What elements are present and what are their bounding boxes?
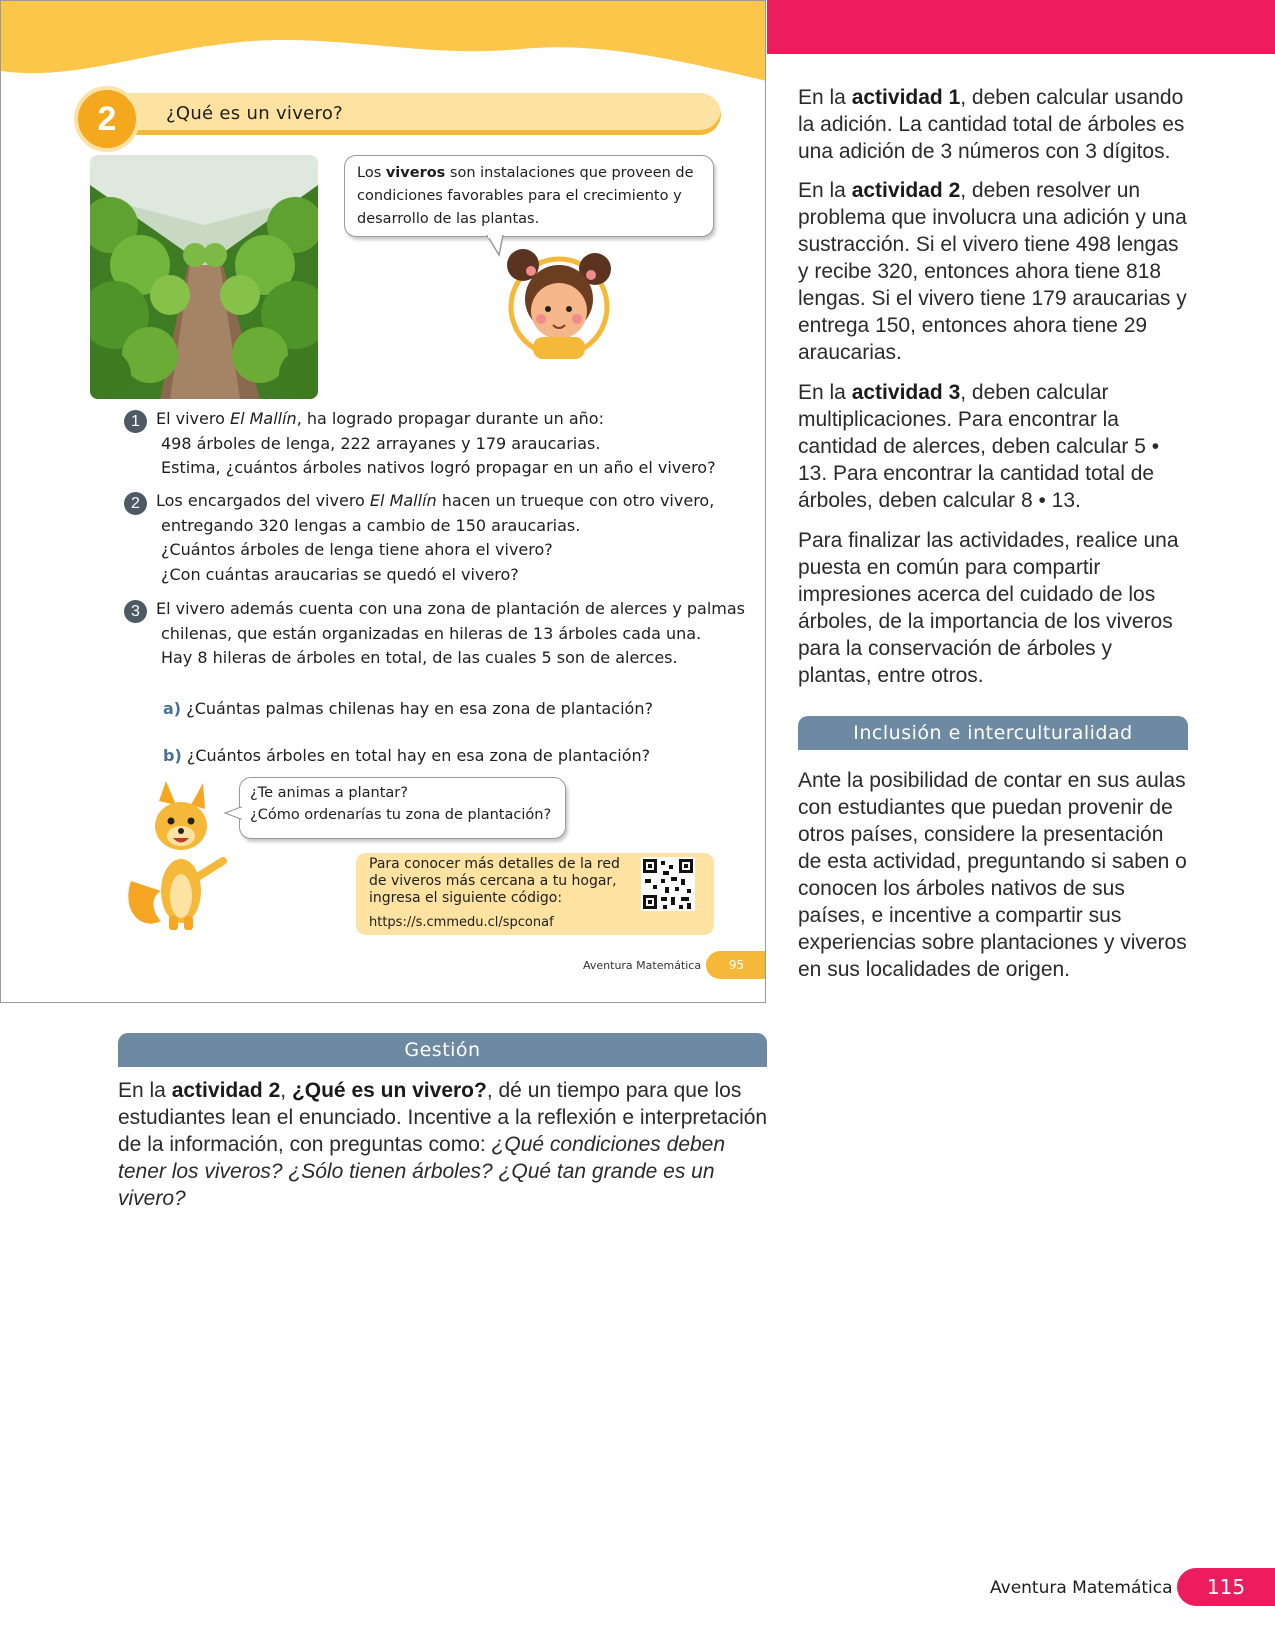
question-1: El vivero El Mallín, ha logrado propagar durante un año: 498 árboles de lenga, 222 arrayanes y 179 araucarias. Estima, ¿cuántos árboles nativos logró propagar en un año el vivero? bbox=[156, 409, 716, 477]
question-3: El vivero además cuenta con una zona de plantación de alerces y palmas chilenas, que están organizadas en hileras de 13 árboles cada una. Hay 8 hileras de árboles en total, de las cuales 5 son de alerces. bbox=[156, 599, 745, 667]
nursery-photo bbox=[90, 155, 318, 399]
fox-bubble: ¿Te animas a plantar? ¿Cómo ordenarías tu zona de plantación? bbox=[239, 777, 566, 839]
student-footer-label: Aventura Matemática bbox=[583, 959, 702, 972]
page-title: ¿Qué es un vivero? bbox=[166, 103, 343, 124]
fox-bubble-tail bbox=[223, 805, 243, 821]
student-page bbox=[0, 0, 766, 1003]
header-wave bbox=[1, 1, 766, 91]
student-page-number: 95 bbox=[706, 951, 766, 979]
teacher-paragraph-2: En la actividad 2, deben resolver un problema que involucra una adición y una sustracción. Si el vivero tiene 498 lengas y recibe 320, entonces ahora tiene 818 lengas. Si el vivero tiene 179 araucarias y entrega 150, entonces ahora tiene 29 araucarias. bbox=[798, 179, 1187, 364]
inclusion-text: Ante la posibilidad de contar en sus aulas con estudiantes que puedan provenir de otros países, considere la presentación de esta actividad, preguntando si saben o conocen los árboles nativos de sus países, e incentive a compartir sus experiencias sobre plantaciones y viveros en sus localidades de origen. bbox=[798, 769, 1187, 981]
nursery-name: El Mallín bbox=[369, 491, 437, 510]
definition-bubble bbox=[344, 155, 714, 237]
footer-label: Aventura Matemática bbox=[990, 1578, 1173, 1598]
definition-keyword: viveros bbox=[385, 165, 446, 181]
sub-question-b: b) ¿Cuántos árboles en total hay en esa zona de plantación? bbox=[163, 746, 651, 765]
teacher-paragraph-4: Para finalizar las actividades, realice una puesta en común para compartir impresiones acerca del cuidado de los árboles, de la importancia de los viveros para la conservación de árboles y plantas, entre otros. bbox=[798, 529, 1179, 687]
definition-text-end: son instalaciones que proveen de condiciones favorables para el crecimiento y desarrollo de las plantas. bbox=[357, 165, 694, 227]
teacher-paragraph-1: En la actividad 1, deben calcular usando la adición. La cantidad total de árboles es una adición de 3 números con 3 dígitos. bbox=[798, 86, 1185, 163]
section-number: 2 bbox=[74, 86, 140, 152]
question-3-number: 3 bbox=[124, 600, 147, 623]
gestion-text: En la actividad 2, ¿Qué es un vivero?, dé un tiempo para que los estudiantes lean el enunciado. Incentive a la reflexión e interpretación de la información, con preguntas como: ¿Qué condiciones deben tener los viveros? ¿Sólo tienen árboles? ¿Qué tan grande es un vivero? bbox=[118, 1079, 768, 1210]
definition-text-start: Los bbox=[357, 165, 386, 181]
qr-code-icon bbox=[641, 857, 695, 911]
girl-illustration bbox=[501, 241, 611, 359]
nursery-name: El Mallín bbox=[229, 409, 297, 428]
sub-question-a: a) ¿Cuántas palmas chilenas hay en esa zona de plantación? bbox=[163, 699, 653, 718]
question-1-number: 1 bbox=[124, 410, 147, 433]
qr-link[interactable]: https://s.cmmedu.cl/spconaf bbox=[369, 915, 554, 930]
header-accent-bar bbox=[767, 0, 1275, 54]
inclusion-section-header: Inclusión e interculturalidad bbox=[798, 716, 1188, 750]
fox-illustration bbox=[121, 781, 231, 931]
question-2-number: 2 bbox=[124, 492, 147, 515]
teacher-paragraph-3: En la actividad 3, deben calcular multiplicaciones. Para encontrar la cantidad de alerces, deben calcular 5 • 13. Para encontrar la cantidad total de árboles, deben calcular 8 • 13. bbox=[798, 381, 1160, 512]
page-number: 115 bbox=[1177, 1568, 1275, 1606]
question-2: Los encargados del vivero El Mallín hacen un trueque con otro vivero, entregando 320 lengas a cambio de 150 araucarias. ¿Cuántos árboles de lenga tiene ahora el vivero? ¿Con cuántas araucarias se quedó el vivero? bbox=[156, 491, 715, 584]
gestion-section-header: Gestión bbox=[118, 1033, 767, 1067]
qr-note-text: Para conocer más detalles de la red de viveros más cercana a tu hogar, ingresa el siguiente código: https://s.cmmedu.cl/spconaf bbox=[369, 856, 620, 930]
